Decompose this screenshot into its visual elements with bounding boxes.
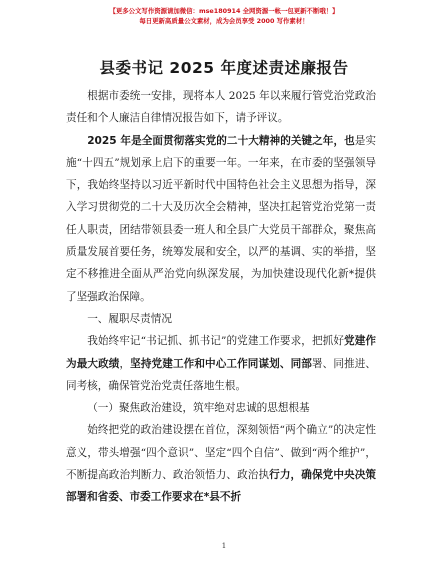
promo-line-1: 【更多公文写作资源请加微信：mse180914 全网资源一帐一包更新不断哦！】 — [109, 7, 339, 15]
overview-paragraph — [66, 130, 376, 308]
section-heading-2: （一）聚焦政治建设，筑牢绝对忠诚的思想根基 — [87, 402, 310, 415]
section-heading-1: 一、履职尽责情况 — [87, 312, 172, 325]
promo-banner — [0, 6, 448, 26]
intro-paragraph: 根据市委统一安排，现将本人 2025 年以来履行管党治党政治责任和个人廉洁自律情况报告如下，请予评议。 — [66, 90, 376, 125]
pol-text-a: 始终把党的政治建设摆在首位，深刻领悟“两个确立”的决定性意义，带头增强“四个意识”、坚定“四个自信”、做到“两个维护”，不断提高政治判断力、政治领悟力、政治执 — [66, 424, 376, 482]
pb-text-a: 我始终牢记“书记抓、抓书记”的党建工作要求，把抓好 — [87, 335, 345, 348]
page-number: 1 — [221, 542, 227, 550]
pb-bold-1: 党建作为最大政绩 — [66, 335, 376, 370]
party-building-paragraph — [66, 330, 376, 397]
overview-lead-bold: 2025 年是全面贯彻落实党的二十大精神的关键之年，也 — [87, 134, 355, 147]
document-body — [66, 85, 376, 509]
pol-text-b: 行力，确保党中央决策部署和省委、市委工作要求在*县不折 — [66, 469, 377, 504]
overview-rest: 是实施“十四五”规划承上启下的重要一年。一年来，在市委的坚强领导下，我始终坚持以习近平新时代中国特色社会主义思想为指导，深入学习贯彻党的二十大及历次全会精神，坚决扛起管党治党第一责任人职责，团结带领县委一班人和全县广大党员干部群众，聚焦高质量发展首要任务，统筹发展和安全，以严的基调、实的举措，坚定不移推进全面从严治党向纵深发展，为加快建设现代化新*提供了坚强政治保障。 — [66, 134, 377, 303]
pb-bold-2: 坚持党建工作和中心工作同谋划、同部 — [130, 357, 312, 370]
pb-text-c: 署、同推进、同考核，确保管党治党责任落地生根。 — [66, 357, 377, 392]
promo-line-2: 每日更新高质量公文素材，成为会员享受 2000 写作素材！ — [139, 17, 309, 25]
document-title: 县委书记 2025 年度述责述廉报告 — [99, 59, 349, 77]
pb-comma: ， — [119, 357, 131, 370]
political-building-paragraph — [66, 419, 376, 508]
